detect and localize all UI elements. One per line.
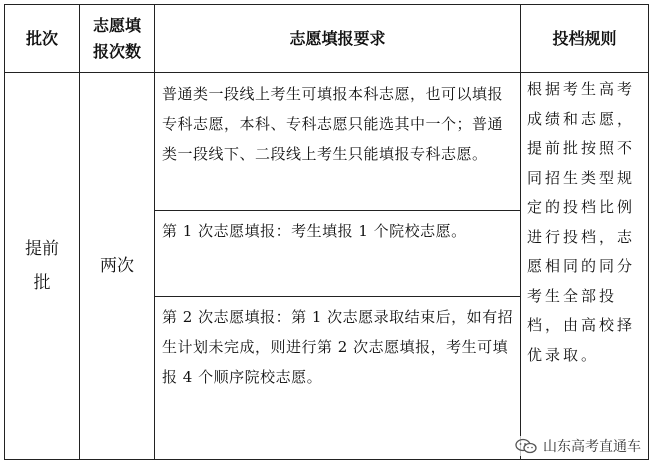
requirement-second-round: 第 2 次志愿填报：第 1 次志愿录取结束后，如有招生计划未完成，则进行第 2 次志愿填报，考生可填报 4 个顺序院校志愿。: [162, 308, 514, 386]
header-fill-count: [80, 5, 154, 72]
batch-line1: 提前: [25, 239, 59, 259]
header-rules: 投档规则: [552, 28, 617, 48]
watermark: [511, 436, 645, 456]
admission-table: [4, 4, 649, 460]
requirement-eligibility: 普通类一段线上考生可填报本科志愿，也可以填报专科志愿，本科、专科志愿只能选其中一个；普通类一段线下、二段线上考生只能填报专科志愿。: [162, 85, 504, 163]
table-border-right: [648, 4, 649, 460]
table-border-bottom: [4, 459, 649, 460]
wechat-icon: [515, 438, 537, 454]
requirement-first-round: 第 1 次志愿填报：考生填报 1 个院校志愿。: [162, 222, 467, 240]
header-requirements: 志愿填报要求: [289, 28, 386, 48]
col-divider-3: [520, 4, 521, 460]
admission-rules-cell: 根据考生高考成绩和志愿，提前批按照不同招生类型规定的投档比例进行投档，志愿相同的同分考生全部投档，由高校择优录取。: [527, 80, 636, 364]
col-divider-2: [154, 4, 155, 460]
watermark-text: 山东高考直通车: [543, 439, 641, 455]
header-fill-count-line1: 志愿填: [92, 15, 141, 35]
req-divider-1: [154, 210, 520, 211]
batch-line2: 批: [33, 273, 51, 293]
req-divider-2: [154, 296, 520, 297]
header-batch: 批次: [25, 28, 58, 48]
batch-cell: [5, 73, 79, 459]
fill-count-cell: 两次: [100, 256, 134, 276]
header-fill-count-line2: 报次数: [92, 41, 141, 61]
